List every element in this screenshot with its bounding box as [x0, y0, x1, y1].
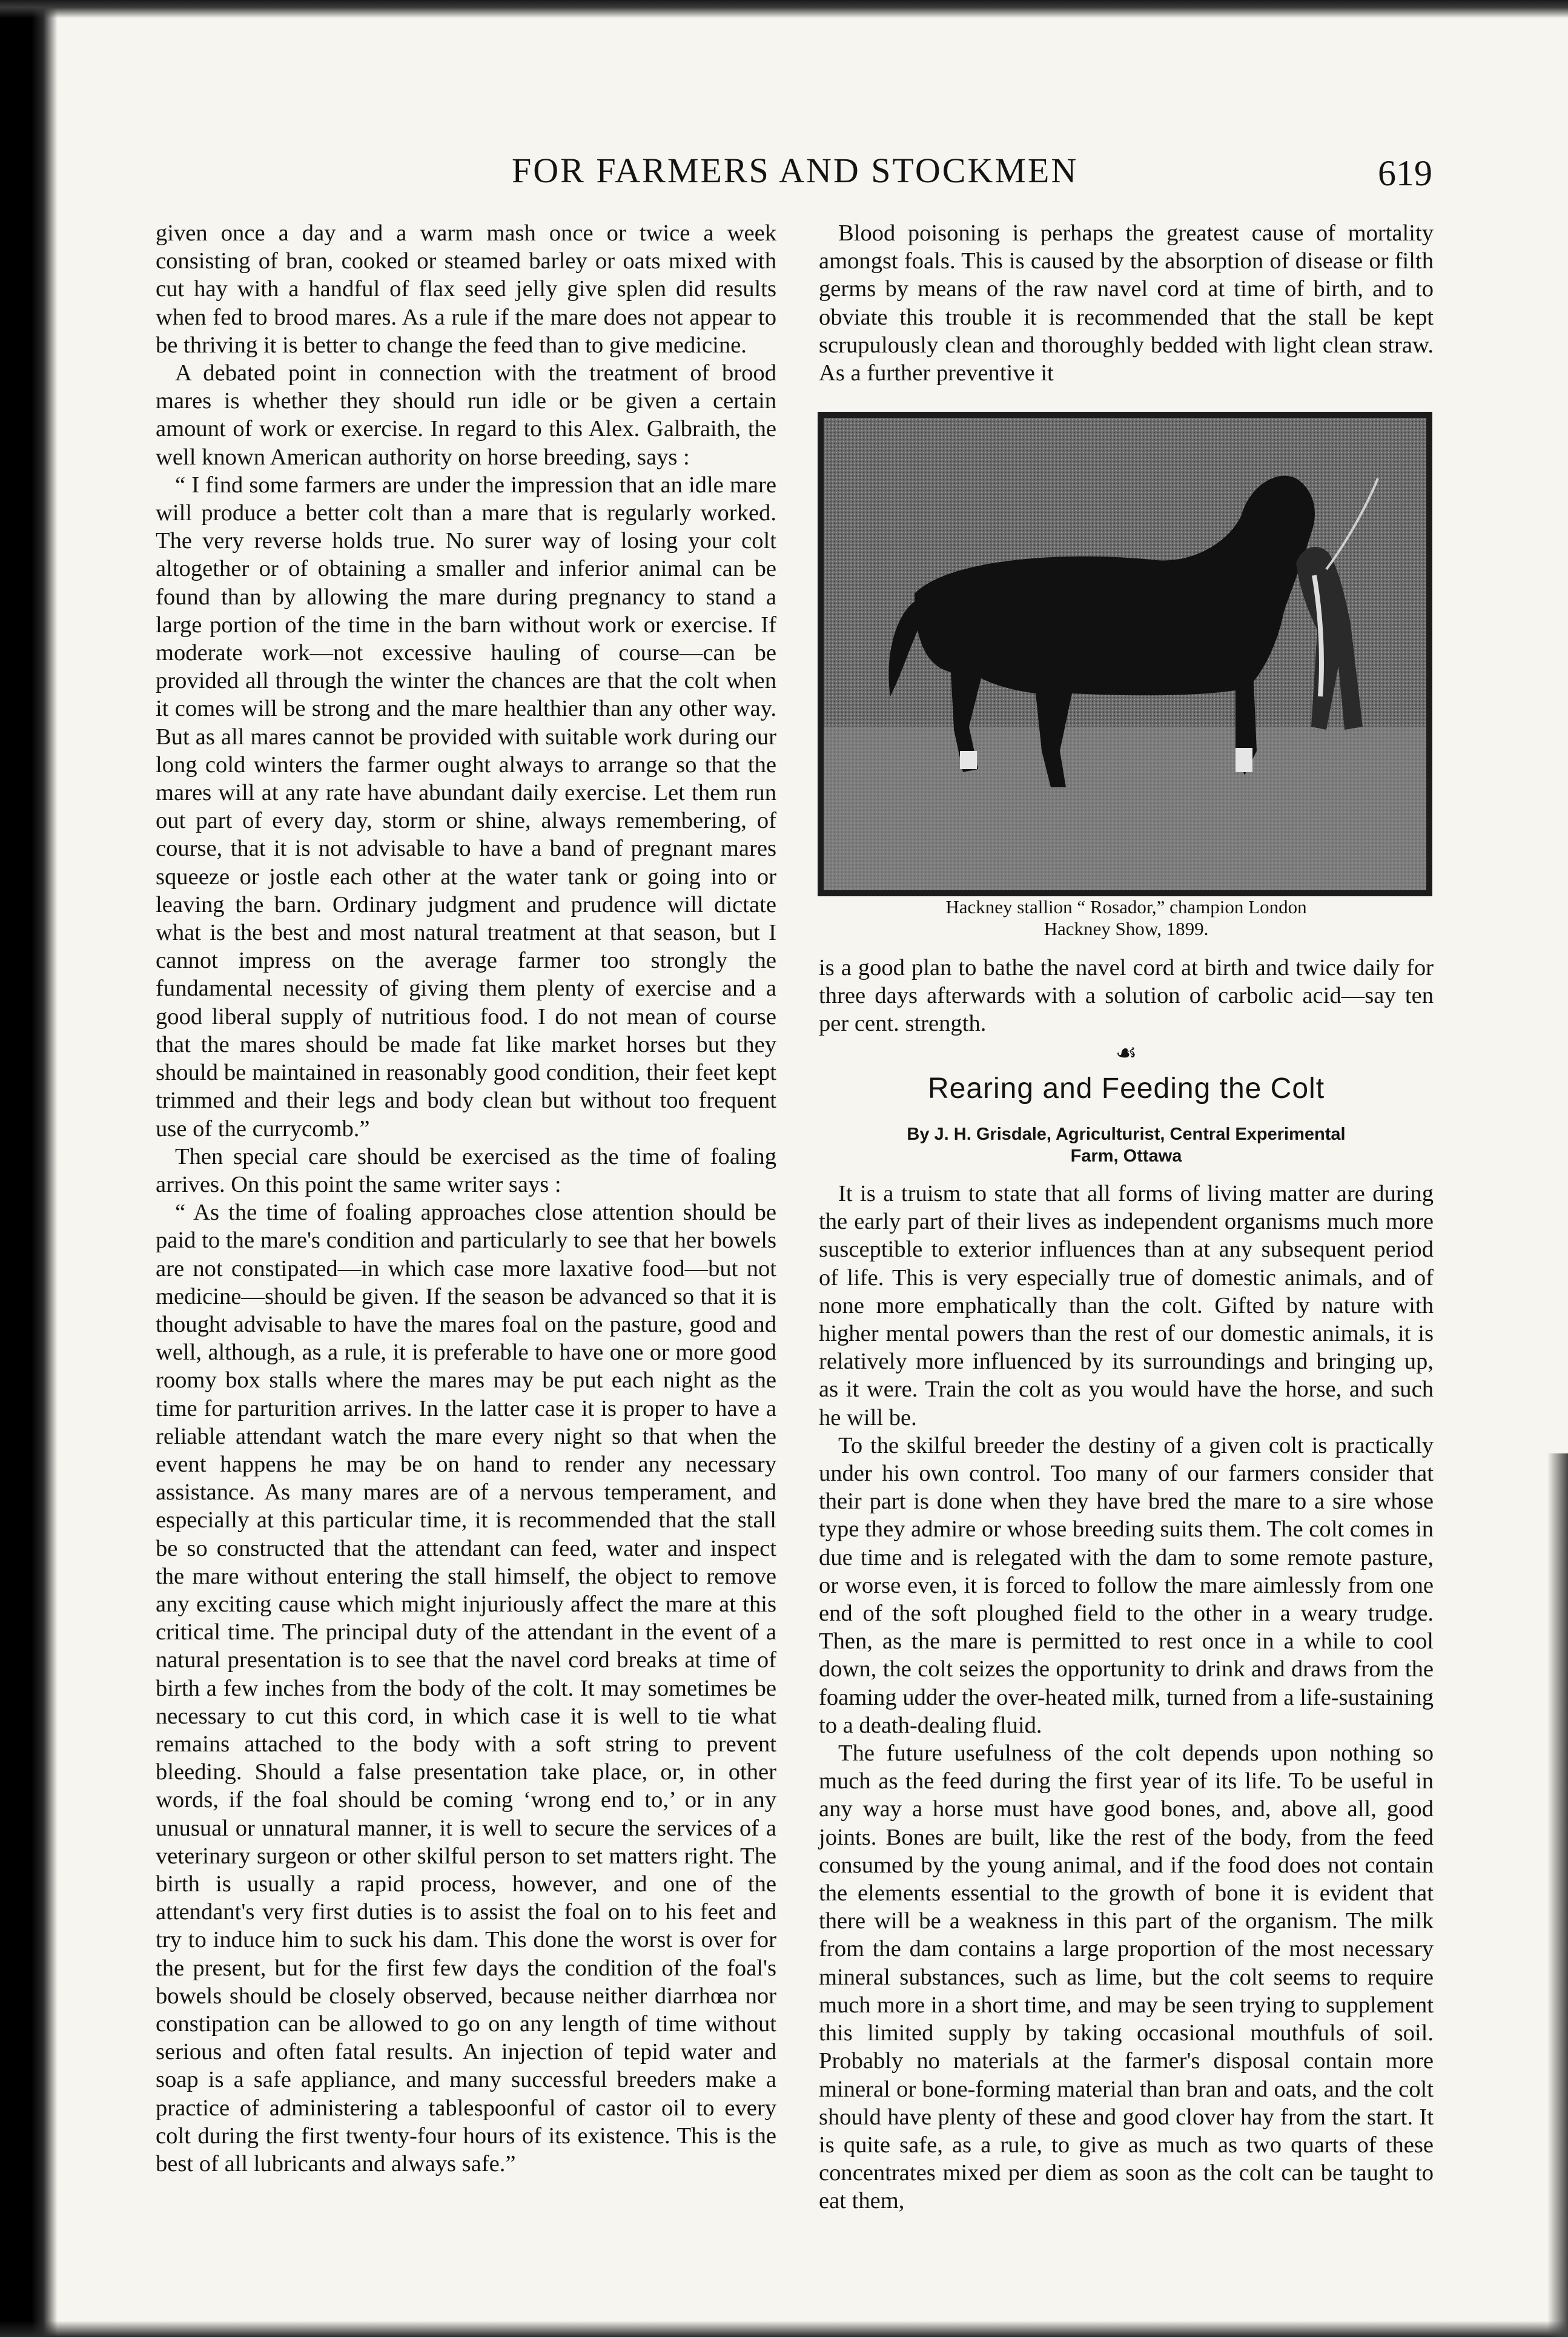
- scan-top-edge: [0, 0, 1568, 18]
- paragraph: given once a day and a warm mash once or twice a week consisting of bran, cooked or steamed barley or oats mixed with cut hay with a handful of flax seed jelly give splen did results when fed to brood mares. As a rule if the mare does not appear to be thriving it is better to change the feed than to give medicine.: [156, 220, 776, 358]
- byline-line: Farm, Ottawa: [1070, 1146, 1182, 1166]
- right-column-continued: [819, 954, 1434, 1038]
- horse-photograph: [818, 412, 1432, 896]
- paragraph: To the skilful breeder the destiny of a given colt is practically under his own control. Too many of our farmers consider that their part is done when they have bred the mare to a sire whose type they admire or whose breeding suits them. The colt comes in due time and is relegated with the dam to some remote pasture, or worse even, it is forced to follow the mare aimlessly from one end of the soft ploughed field to the other in a weary trudge. Then, as the mare is permitted to rest once in a while to cool down, the colt seizes the opportunity to drink and draws from the foaming udder the over-heated milk, turned from a life-sustaining to a death-dealing fluid.: [819, 1432, 1434, 1738]
- caption-line: Hackney stallion “ Rosador,” champion London: [945, 896, 1307, 917]
- running-head: FOR FARMERS AND STOCKMEN: [512, 151, 1079, 190]
- paragraph: “ I find some farmers are under the impression that an idle mare will produce a better colt than a mare that is regularly worked. The very reverse holds true. No surer way of losing your colt altogether or of obtaining a smaller and inferior animal can be found than by allowing the mare during pregnancy to stand a large portion of the time in the barn without work or exercise. If moderate work—not excessive hauling of course—can be provided all through the winter the chances are that the colt when it comes will be strong and the mare healthier than any other way. But as all mares cannot be provided with suitable work during our long cold winters the farmer ought always to arrange so that the mares will at any rate have abundant daily exercise. Let them run out part of every day, storm or shine, always remembering, of course, that it is not advisable to have a band of pregnant mares squeeze or jostle each other at the water tank or going into or leaving the barn. Ordinary judgment and prudence will dictate what is the best and most natural treatment at that season, but I cannot impress on the average farmer too strongly the fundamental necessity of giving them plenty of exercise and a good liberal supply of nutritious food. I do not mean of course that the mares should be made fat like market horses but they should be maintained in reasonably good condition, their feet kept trimmed and their legs and body clean but without too frequent use of the currycomb.”: [156, 472, 776, 1142]
- article-title: Rearing and Feeding the Colt: [927, 1073, 1325, 1105]
- section-ornament: ☙: [1115, 1039, 1137, 1066]
- paragraph: It is a truism to state that all forms of living matter are during the early part of their lives as independent organisms much more susceptible to exterior influences than at any subsequent period of life. This is very especially true of domestic animals, and of none more emphatically than the colt. Gifted by nature with higher mental powers than the rest of our domestic animals, it is relatively more influenced by its surroundings and bringing up, as it were. Train the colt as you would have the horse, and such he will be.: [819, 1181, 1434, 1430]
- byline-line: By J. H. Grisdale, Agriculturist, Central Experimental: [907, 1125, 1346, 1144]
- paragraph: Then special care should be exercised as the time of foaling arrives. On this point the same writer says :: [156, 1143, 776, 1197]
- scan-left-edge: [0, 0, 58, 2337]
- article-byline: [819, 1123, 1434, 1167]
- figure-caption: [819, 896, 1434, 940]
- left-column: [156, 219, 776, 2178]
- right-column-intro: [819, 219, 1434, 387]
- scan-right-edge: [1547, 1453, 1568, 2337]
- paragraph: Blood poisoning is perhaps the greatest cause of mortality amongst foals. This is caused by the absorption of disease or filth germs by means of the raw navel cord at time of birth, and to obviate this trouble it is recommended that the stall be kept scrupulously clean and thoroughly bedded with light clean straw. As a further preventive it: [819, 220, 1434, 386]
- paragraph: “ As the time of foaling approaches close attention should be paid to the mare's condition and particularly to see that her bowels are not constipated—in which case more laxative food—but not medicine—should be given. If the season be advanced so that it is thought advisable to have the mares foal on the pasture, good and well, although, as a rule, it is preferable to have one or more good roomy box stalls where the mares may be put each night as the time for parturition arrives. In the latter case it is proper to have a reliable attendant watch the mare every night so that when the event happens he may be on hand to render any necessary assistance. As many mares are of a nervous temperament, and especially at this particular time, it is recommended that the stall be so constructed that the attendant can feed, water and inspect the mare without entering the stall himself, the object to remove any exciting cause which might injuriously affect the mare at this critical time. The principal duty of the attendant in the event of a natural presentation is to see that the navel cord breaks at time of birth a few inches from the body of the colt. It may sometimes be necessary to cut this cord, in which case it is well to tie what remains attached to the body with a soft string to prevent bleeding. Should a false presentation take place, or, in other words, if the foal should be coming ‘wrong end to,’ or in any unusual or unnatural manner, it is well to secure the services of a veterinary surgeon or other skilful person to set matters right. The birth is usually a rapid process, however, and one of the attendant's very first duties is to assist the foal on to his feet and try to induce him to suck his dam. This done the worst is over for the present, but for the first few days the condition of the foal's bowels should be closely observed, because neither diarrhœa nor constipation can be allowed to go on any length of time without serious and often fatal results. An injection of tepid water and soap is a safe appliance, and many successful breeders make a practice of administering a tablespoonful of castor oil to every colt during the first twenty-four hours of its existence. This is the best of all lubricants and always safe.”: [156, 1200, 776, 2177]
- paragraph: A debated point in connection with the treatment of brood mares is whether they should run idle or be given a certain amount of work or exercise. In regard to this Alex. Galbraith, the well known American authority on horse breeding, says :: [156, 360, 776, 470]
- article-body: [819, 1180, 1434, 2215]
- horse-photo-image: [818, 412, 1432, 896]
- page-number: 619: [1378, 153, 1432, 193]
- paragraph: The future usefulness of the colt depends upon nothing so much as the feed during the first year of its life. To be useful in any way a horse must have good bones, and, above all, good joints. Bones are built, like the rest of the body, from the feed consumed by the young animal, and if the food does not contain the elements essential to the growth of bone it is evident that there will be a weakness in this part of the organism. The milk from the dam contains a large proportion of the most necessary mineral substances, such as lime, but the colt seems to require much more in a short time, and may be seen trying to supplement this limited supply by taking occasional mouthfuls of soil. Probably no materials at the farmer's disposal contain more mineral or bone-forming material than bran and oats, and the colt should have plenty of these and good clover hay from the start. It is quite safe, as a rule, to give as much as two quarts of these concentrates mixed per diem as soon as the colt can be taught to eat them,: [819, 1740, 1434, 2214]
- scan-bottom-edge: [0, 2321, 1568, 2337]
- paragraph: is a good plan to bathe the navel cord at birth and twice daily for three days afterwards with a solution of carbolic acid—say ten per cent. strength.: [819, 955, 1434, 1037]
- caption-line: Hackney Show, 1899.: [1044, 918, 1209, 939]
